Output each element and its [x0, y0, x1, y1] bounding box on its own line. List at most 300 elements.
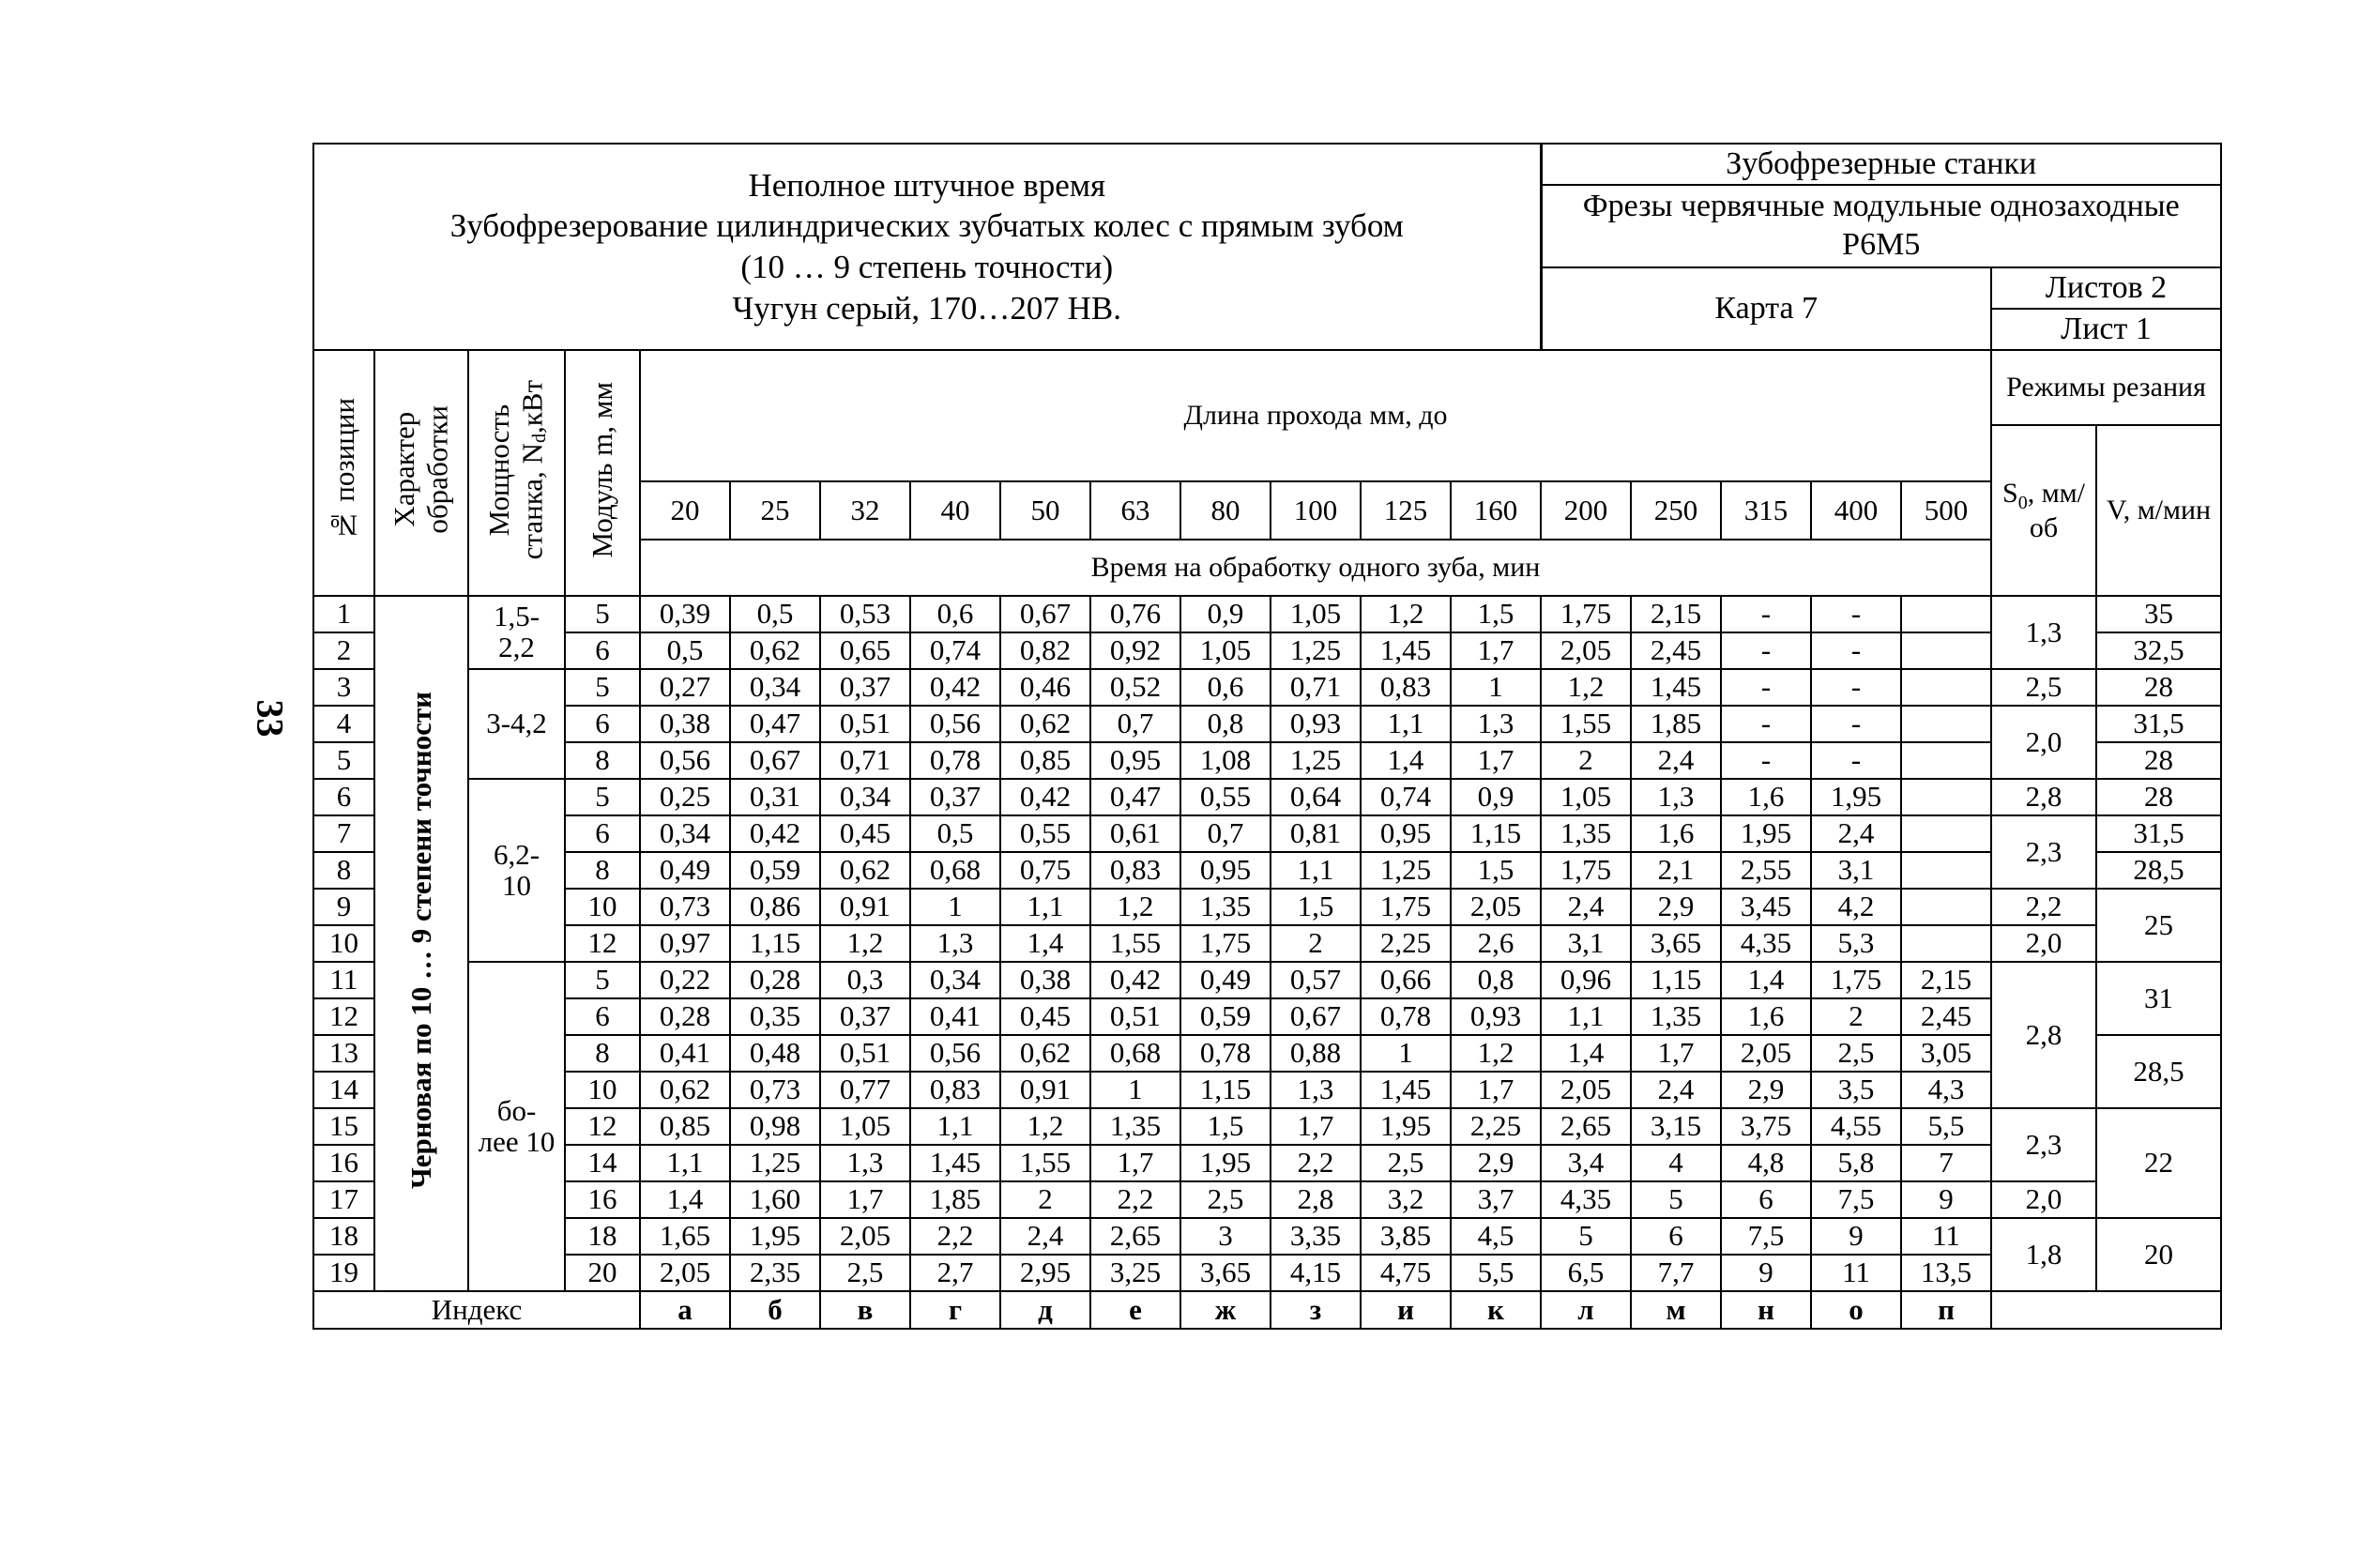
- time-cell: 2,2: [910, 1218, 1000, 1255]
- time-cell: 0,62: [640, 1072, 730, 1108]
- time-cell: 2,15: [1631, 596, 1721, 632]
- time-cell: 1,7: [1451, 1072, 1541, 1108]
- time-cell: 0,73: [730, 1072, 820, 1108]
- time-cell: 1,35: [1090, 1108, 1180, 1145]
- time-cell: 0,42: [910, 669, 1000, 706]
- time-cell: 1,1: [1000, 889, 1090, 925]
- time-cell: 1,5: [1451, 852, 1541, 889]
- time-cell: 0,62: [1000, 706, 1090, 742]
- length-col-160: 160: [1451, 481, 1541, 540]
- time-cell: 4,8: [1721, 1145, 1811, 1181]
- time-cell: 2,4: [1631, 742, 1721, 779]
- time-cell: 1,45: [1361, 1072, 1451, 1108]
- time-cell: 4,75: [1361, 1255, 1451, 1291]
- time-cell: 0,51: [820, 706, 910, 742]
- module-cell: 5: [565, 779, 640, 815]
- length-col-50: 50: [1000, 481, 1090, 540]
- module-cell: 8: [565, 852, 640, 889]
- time-cell: 0,5: [730, 596, 820, 632]
- time-cell: 0,91: [1000, 1072, 1090, 1108]
- time-cell: 0,49: [1180, 962, 1271, 998]
- length-col-400: 400: [1811, 481, 1901, 540]
- time-cell: 0,96: [1541, 962, 1631, 998]
- table-row: [313, 962, 2221, 998]
- time-cell: 0,37: [820, 998, 910, 1035]
- time-cell: 1,3: [820, 1145, 910, 1181]
- time-cell: 0,45: [1000, 998, 1090, 1035]
- time-cell: 0,66: [1361, 962, 1451, 998]
- time-cell: 4,35: [1541, 1181, 1631, 1218]
- time-header: Время на обработку одного зуба, мин: [640, 540, 1991, 596]
- time-cell: 0,56: [640, 742, 730, 779]
- index-letter-cell: е: [1090, 1291, 1180, 1329]
- time-cell: 3,1: [1811, 852, 1901, 889]
- speed-cell: 31: [2096, 962, 2221, 1035]
- index-label: Индекс: [313, 1291, 640, 1329]
- index-letter-cell: г: [910, 1291, 1000, 1329]
- position-cell: 17: [313, 1181, 374, 1218]
- index-letter-cell: ж: [1180, 1291, 1271, 1329]
- table-row: [313, 998, 2221, 1035]
- time-cell: [1901, 596, 1991, 632]
- time-cell: 0,81: [1271, 815, 1361, 852]
- time-cell: [1901, 669, 1991, 706]
- time-cell: 11: [1901, 1218, 1991, 1255]
- feed-cell: 2,0: [1991, 925, 2096, 962]
- length-col-32: 32: [820, 481, 910, 540]
- time-cell: 2,4: [1631, 1072, 1721, 1108]
- time-cell: 0,82: [1000, 632, 1090, 669]
- processing-type-cell: Черновая по 10 … 9 степени точности: [374, 596, 468, 1291]
- time-cell: [1901, 889, 1991, 925]
- length-col-315: 315: [1721, 481, 1811, 540]
- time-cell: -: [1811, 669, 1901, 706]
- time-cell: 5,3: [1811, 925, 1901, 962]
- time-cell: 2,65: [1541, 1108, 1631, 1145]
- time-cell: 0,91: [820, 889, 910, 925]
- time-cell: [1901, 742, 1991, 779]
- power-group-cell: 6,2- 10: [468, 779, 565, 962]
- time-cell: 3,45: [1721, 889, 1811, 925]
- time-cell: 2,05: [1721, 1035, 1811, 1072]
- time-cell: 2,5: [1180, 1181, 1271, 1218]
- time-cell: -: [1811, 632, 1901, 669]
- time-cell: 2,05: [820, 1218, 910, 1255]
- time-cell: [1901, 852, 1991, 889]
- time-cell: 2: [1541, 742, 1631, 779]
- time-cell: 0,31: [730, 779, 820, 815]
- time-cell: 0,38: [640, 706, 730, 742]
- time-cell: 0,67: [1000, 596, 1090, 632]
- index-letter-cell: в: [820, 1291, 910, 1329]
- position-cell: 5: [313, 742, 374, 779]
- time-cell: 1,75: [1180, 925, 1271, 962]
- time-cell: 7,5: [1811, 1181, 1901, 1218]
- time-cell: 0,55: [1000, 815, 1090, 852]
- time-cell: 2,1: [1631, 852, 1721, 889]
- time-cell: 7,7: [1631, 1255, 1721, 1291]
- processing-header: Характер обработки: [374, 350, 468, 596]
- time-cell: 0,75: [1000, 852, 1090, 889]
- feed-cell: 2,0: [1991, 706, 2096, 779]
- length-col-20: 20: [640, 481, 730, 540]
- feed-cell: 2,0: [1991, 1181, 2096, 1218]
- time-cell: 1,75: [1811, 962, 1901, 998]
- time-cell: 0,78: [1361, 998, 1451, 1035]
- time-cell: 0,71: [1271, 669, 1361, 706]
- time-cell: 0,6: [1180, 669, 1271, 706]
- table-row: [313, 1181, 2221, 1218]
- time-cell: 0,77: [820, 1072, 910, 1108]
- time-cell: 0,46: [1000, 669, 1090, 706]
- module-cell: 6: [565, 632, 640, 669]
- time-cell: 0,28: [640, 998, 730, 1035]
- module-header: Модуль m, мм: [565, 350, 640, 596]
- speed-cell: 22: [2096, 1108, 2221, 1218]
- time-cell: 0,62: [730, 632, 820, 669]
- time-cell: 0,38: [1000, 962, 1090, 998]
- time-cell: 0,59: [1180, 998, 1271, 1035]
- table-row: [313, 925, 2221, 962]
- time-cell: 0,62: [820, 852, 910, 889]
- time-cell: 1,15: [1631, 962, 1721, 998]
- time-cell: 0,7: [1180, 815, 1271, 852]
- time-cell: 3,35: [1271, 1218, 1361, 1255]
- time-cell: 0,34: [910, 962, 1000, 998]
- module-cell: 10: [565, 889, 640, 925]
- length-col-500: 500: [1901, 481, 1991, 540]
- index-letter-cell: д: [1000, 1291, 1090, 1329]
- time-cell: 4,3: [1901, 1072, 1991, 1108]
- time-cell: 0,9: [1451, 779, 1541, 815]
- length-col-250: 250: [1631, 481, 1721, 540]
- time-cell: 0,76: [1090, 596, 1180, 632]
- position-cell: 4: [313, 706, 374, 742]
- time-cell: 1,15: [730, 925, 820, 962]
- position-header: № позиции: [313, 350, 374, 596]
- norms-table: [312, 143, 2222, 1330]
- table-row: [313, 706, 2221, 742]
- time-cell: 0,88: [1271, 1035, 1361, 1072]
- time-cell: 0,47: [1090, 779, 1180, 815]
- time-cell: 3,15: [1631, 1108, 1721, 1145]
- time-cell: 0,51: [1090, 998, 1180, 1035]
- time-cell: 0,37: [820, 669, 910, 706]
- time-cell: 0,42: [730, 815, 820, 852]
- time-cell: 1: [1451, 669, 1541, 706]
- speed-cell: 32,5: [2096, 632, 2221, 669]
- time-cell: 2,5: [820, 1255, 910, 1291]
- time-cell: 4,2: [1811, 889, 1901, 925]
- time-cell: 1,35: [1631, 998, 1721, 1035]
- index-letter-cell: о: [1811, 1291, 1901, 1329]
- time-cell: 1,15: [1180, 1072, 1271, 1108]
- position-cell: 13: [313, 1035, 374, 1072]
- module-cell: 14: [565, 1145, 640, 1181]
- time-cell: 1,05: [1180, 632, 1271, 669]
- module-cell: 5: [565, 962, 640, 998]
- index-letter-cell: к: [1451, 1291, 1541, 1329]
- time-cell: 1,1: [640, 1145, 730, 1181]
- time-cell: 1,7: [1451, 742, 1541, 779]
- time-cell: 1,2: [1090, 889, 1180, 925]
- title-line-4: Чугун серый, 170…207 НВ.: [732, 289, 1121, 327]
- table-row: [313, 1035, 2221, 1072]
- time-cell: [1901, 706, 1991, 742]
- time-cell: 1: [1361, 1035, 1451, 1072]
- module-cell: 20: [565, 1255, 640, 1291]
- time-cell: 2,2: [1090, 1181, 1180, 1218]
- time-cell: 1,4: [1000, 925, 1090, 962]
- table-title: [313, 144, 1541, 350]
- time-cell: 1,55: [1541, 706, 1631, 742]
- table-row: [313, 1145, 2221, 1181]
- length-col-80: 80: [1180, 481, 1271, 540]
- time-cell: 0,5: [640, 632, 730, 669]
- index-letter-cell: м: [1631, 1291, 1721, 1329]
- time-cell: 5: [1541, 1218, 1631, 1255]
- time-cell: 0,92: [1090, 632, 1180, 669]
- time-cell: 3,1: [1541, 925, 1631, 962]
- time-cell: 1,2: [1451, 1035, 1541, 1072]
- table-row: [313, 596, 2221, 632]
- time-cell: -: [1721, 632, 1811, 669]
- time-cell: 3,25: [1090, 1255, 1180, 1291]
- index-empty-cell: [1991, 1291, 2221, 1329]
- time-cell: 2,5: [1361, 1145, 1451, 1181]
- time-cell: 1,45: [1631, 669, 1721, 706]
- time-cell: 0,41: [640, 1035, 730, 1072]
- time-cell: 0,52: [1090, 669, 1180, 706]
- time-cell: 0,78: [1180, 1035, 1271, 1072]
- time-cell: 2,05: [1541, 1072, 1631, 1108]
- time-cell: 1,2: [1541, 669, 1631, 706]
- time-cell: 5: [1631, 1181, 1721, 1218]
- time-cell: 1,05: [1271, 596, 1361, 632]
- module-cell: 6: [565, 706, 640, 742]
- time-cell: 0,95: [1180, 852, 1271, 889]
- time-cell: -: [1811, 596, 1901, 632]
- table-row: [313, 1255, 2221, 1291]
- time-cell: 0,35: [730, 998, 820, 1035]
- time-cell: 4: [1631, 1145, 1721, 1181]
- index-letter-cell: и: [1361, 1291, 1451, 1329]
- time-cell: 6: [1721, 1181, 1811, 1218]
- speed-header: V, м/мин: [2096, 425, 2221, 596]
- module-cell: 8: [565, 1035, 640, 1072]
- length-col-125: 125: [1361, 481, 1451, 540]
- feed-cell: 1,3: [1991, 596, 2096, 669]
- time-cell: 1: [1090, 1072, 1180, 1108]
- time-cell: 1,05: [1541, 779, 1631, 815]
- length-col-63: 63: [1090, 481, 1180, 540]
- time-cell: 3,2: [1361, 1181, 1451, 1218]
- time-cell: 0,47: [730, 706, 820, 742]
- time-cell: 0,68: [910, 852, 1000, 889]
- speed-cell: 31,5: [2096, 706, 2221, 742]
- time-cell: 0,67: [730, 742, 820, 779]
- module-cell: 6: [565, 998, 640, 1035]
- time-cell: 0,9: [1180, 596, 1271, 632]
- time-cell: -: [1721, 742, 1811, 779]
- time-cell: 2,4: [1000, 1218, 1090, 1255]
- time-cell: 2: [1000, 1181, 1090, 1218]
- time-cell: 0,74: [910, 632, 1000, 669]
- position-cell: 7: [313, 815, 374, 852]
- length-header: Длина прохода мм, до: [640, 350, 1991, 481]
- time-cell: 0,5: [910, 815, 1000, 852]
- time-cell: 0,56: [910, 706, 1000, 742]
- time-cell: 2,4: [1811, 815, 1901, 852]
- time-cell: 0,68: [1090, 1035, 1180, 1072]
- time-cell: 1,1: [1361, 706, 1451, 742]
- time-cell: 1,35: [1541, 815, 1631, 852]
- time-cell: 0,8: [1451, 962, 1541, 998]
- time-cell: 3: [1180, 1218, 1271, 1255]
- time-cell: [1901, 925, 1991, 962]
- time-cell: 6: [1631, 1218, 1721, 1255]
- time-cell: 0,62: [1000, 1035, 1090, 1072]
- time-cell: 0,41: [910, 998, 1000, 1035]
- feed-header: $S_0$, мм/ об: [1991, 425, 2096, 596]
- time-cell: 0,22: [640, 962, 730, 998]
- time-cell: 0,49: [640, 852, 730, 889]
- time-cell: 9: [1811, 1218, 1901, 1255]
- page-number: 33: [249, 699, 292, 738]
- table-row: [313, 852, 2221, 889]
- speed-cell: 31,5: [2096, 815, 2221, 852]
- table-row: [313, 669, 2221, 706]
- time-cell: 1,7: [1631, 1035, 1721, 1072]
- time-cell: 0,95: [1361, 815, 1451, 852]
- time-cell: 9: [1901, 1181, 1991, 1218]
- time-cell: 0,83: [910, 1072, 1000, 1108]
- time-cell: 1,25: [730, 1145, 820, 1181]
- time-cell: 1,95: [1721, 815, 1811, 852]
- time-cell: 5,5: [1451, 1255, 1541, 1291]
- sheet-cell: Лист 1: [1991, 309, 2221, 350]
- time-cell: 0,56: [910, 1035, 1000, 1072]
- time-cell: 3,05: [1901, 1035, 1991, 1072]
- time-cell: 0,59: [730, 852, 820, 889]
- table-row: [313, 742, 2221, 779]
- time-cell: 3,7: [1451, 1181, 1541, 1218]
- speed-cell: 35: [2096, 596, 2221, 632]
- module-cell: 12: [565, 925, 640, 962]
- time-cell: 0,71: [820, 742, 910, 779]
- time-cell: 0,3: [820, 962, 910, 998]
- time-cell: 2,05: [1541, 632, 1631, 669]
- time-cell: 3,65: [1631, 925, 1721, 962]
- module-cell: 8: [565, 742, 640, 779]
- time-cell: 2,7: [910, 1255, 1000, 1291]
- time-cell: 2,9: [1721, 1072, 1811, 1108]
- time-cell: 1,25: [1271, 742, 1361, 779]
- power-header: Мощность станка, $N_d,кВт$: [468, 350, 565, 596]
- time-cell: 0,34: [820, 779, 910, 815]
- feed-cell: 2,8: [1991, 779, 2096, 815]
- time-cell: 2,25: [1361, 925, 1451, 962]
- time-cell: -: [1811, 706, 1901, 742]
- position-cell: 14: [313, 1072, 374, 1108]
- index-letter-cell: б: [730, 1291, 820, 1329]
- time-cell: 3,5: [1811, 1072, 1901, 1108]
- time-cell: 1,3: [1631, 779, 1721, 815]
- time-cell: -: [1721, 596, 1811, 632]
- time-cell: 0,37: [910, 779, 1000, 815]
- time-cell: 0,83: [1361, 669, 1451, 706]
- time-cell: 2,8: [1271, 1181, 1361, 1218]
- index-letter-cell: а: [640, 1291, 730, 1329]
- time-cell: 0,27: [640, 669, 730, 706]
- time-cell: 11: [1811, 1255, 1901, 1291]
- index-row: [313, 1291, 2221, 1329]
- time-cell: 0,25: [640, 779, 730, 815]
- time-cell: 7: [1901, 1145, 1991, 1181]
- time-cell: 1,45: [910, 1145, 1000, 1181]
- position-cell: 16: [313, 1145, 374, 1181]
- time-cell: 1,15: [1451, 815, 1541, 852]
- time-cell: 0,28: [730, 962, 820, 998]
- module-cell: 18: [565, 1218, 640, 1255]
- position-cell: 15: [313, 1108, 374, 1145]
- speed-cell: 28: [2096, 669, 2221, 706]
- speed-cell: 28: [2096, 779, 2221, 815]
- time-cell: 2,45: [1901, 998, 1991, 1035]
- feed-cell: 2,8: [1991, 962, 2096, 1108]
- time-cell: 0,98: [730, 1108, 820, 1145]
- time-cell: 1,4: [1721, 962, 1811, 998]
- time-cell: 1,3: [910, 925, 1000, 962]
- time-cell: 0,7: [1090, 706, 1180, 742]
- modes-header: Режимы резания: [1991, 350, 2221, 425]
- time-cell: 0,65: [820, 632, 910, 669]
- time-cell: 0,51: [820, 1035, 910, 1072]
- machines-cell: Зубофрезерные станки: [1541, 144, 2221, 185]
- time-cell: 1,7: [1090, 1145, 1180, 1181]
- time-cell: -: [1721, 669, 1811, 706]
- time-cell: 4,55: [1811, 1108, 1901, 1145]
- time-cell: 0,39: [640, 596, 730, 632]
- time-cell: 1,05: [820, 1108, 910, 1145]
- module-cell: 16: [565, 1181, 640, 1218]
- time-cell: 1,45: [1361, 632, 1451, 669]
- time-cell: 2,9: [1451, 1145, 1541, 1181]
- tool-cell: Фрезы червячные модульные однозаходные Р6М5: [1541, 185, 2221, 267]
- time-cell: 1,2: [820, 925, 910, 962]
- time-cell: 1,3: [1271, 1072, 1361, 1108]
- time-cell: 1,6: [1721, 998, 1811, 1035]
- time-cell: 0,93: [1271, 706, 1361, 742]
- length-col-200: 200: [1541, 481, 1631, 540]
- time-cell: 1,4: [640, 1181, 730, 1218]
- time-cell: 1,6: [1721, 779, 1811, 815]
- time-cell: 6,5: [1541, 1255, 1631, 1291]
- title-line-1: Неполное штучное время: [748, 166, 1106, 204]
- time-cell: 1,1: [1271, 852, 1361, 889]
- time-cell: 2,35: [730, 1255, 820, 1291]
- time-cell: 1,95: [1361, 1108, 1451, 1145]
- feed-cell: 2,2: [1991, 889, 2096, 925]
- position-cell: 8: [313, 852, 374, 889]
- feed-cell: 2,3: [1991, 815, 2096, 889]
- time-cell: 2,05: [640, 1255, 730, 1291]
- time-cell: 2,5: [1811, 1035, 1901, 1072]
- module-cell: 5: [565, 669, 640, 706]
- feed-cell: 2,5: [1991, 669, 2096, 706]
- table-row: [313, 779, 2221, 815]
- time-cell: 0,42: [1000, 779, 1090, 815]
